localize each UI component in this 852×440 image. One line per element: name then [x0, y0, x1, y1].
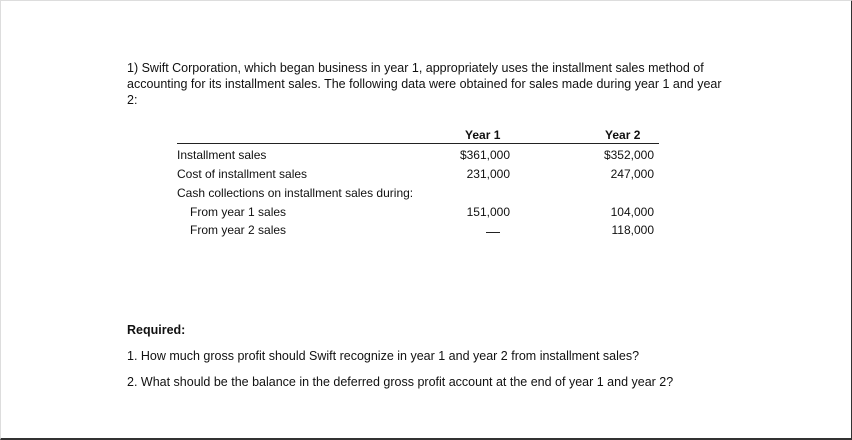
- dash-from-year-2-y1: [486, 232, 500, 233]
- value-cost-of-sales-y1: 231,000: [466, 167, 510, 181]
- row-label-cash-collections: Cash collections on installment sales during:: [177, 186, 414, 200]
- table-top-rule: [177, 143, 659, 144]
- problem-intro: 1) Swift Corporation, which began business in year 1, appropriately uses the installment sales method of accounting for its installment sales. The following data were obtained for sales made during year 1 and year 2:: [127, 61, 722, 107]
- value-from-year-2-y2: 118,000: [611, 223, 654, 237]
- value-from-year-1-y2: 104,000: [610, 205, 654, 219]
- value-cost-of-sales-y2: 247,000: [610, 167, 654, 181]
- row-label-installment-sales: Installment sales: [177, 148, 267, 162]
- value-from-year-1-y1: 151,000: [466, 205, 510, 219]
- header-year-2: Year 2: [605, 128, 641, 142]
- required-title: Required:: [127, 323, 186, 337]
- header-year-1: Year 1: [465, 128, 501, 142]
- value-installment-sales-y2: $352,000: [603, 148, 654, 162]
- value-installment-sales-y1: $361,000: [459, 148, 510, 162]
- row-label-from-year-1: From year 1 sales: [190, 205, 287, 219]
- question-1: 1. How much gross profit should Swift recognize in year 1 and year 2 from installment sales?: [127, 349, 640, 363]
- row-label-cost-of-sales: Cost of installment sales: [177, 167, 308, 181]
- row-label-from-year-2: From year 2 sales: [190, 223, 287, 237]
- question-2: 2. What should be the balance in the deferred gross profit account at the end of year 1 and year 2?: [127, 375, 674, 389]
